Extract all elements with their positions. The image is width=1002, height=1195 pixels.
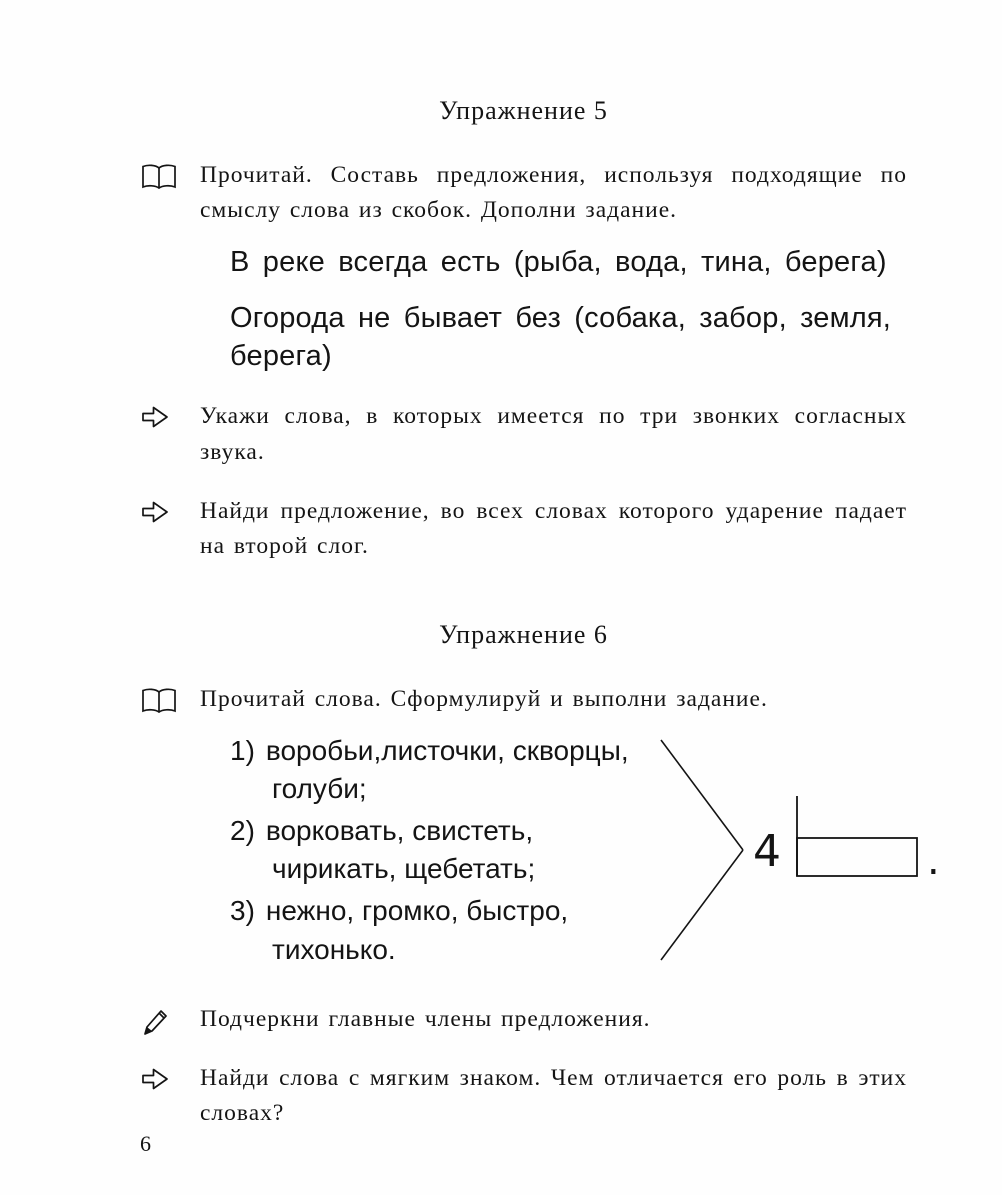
exercise5-instruction-row (140, 158, 907, 229)
list-marker: 2) (230, 814, 255, 846)
exercise6-body (230, 732, 940, 972)
answer-box (797, 838, 917, 876)
task-text: Найди предложение, во всех словах которого ударение падает на второй слог. (200, 497, 907, 560)
diagram-number: 4 (753, 825, 781, 877)
converging-line-top (661, 740, 743, 850)
exercise5-sentences (230, 243, 910, 376)
exercise-sentence: Огорода не бывает без (собака, забор, земля, берега) (230, 301, 892, 373)
exercise-sentence: В реке всегда есть (рыба, вода, тина, берега) (230, 245, 887, 278)
right-arrow-icon (140, 1061, 200, 1132)
exercise5-title: Упражнение 5 (439, 96, 608, 125)
exercise6-instruction-row (140, 682, 907, 717)
list-item-text: ворковать, свистеть, чирикать, щебетать; (265, 814, 536, 885)
list-item (230, 892, 660, 969)
exercise6-instruction: Прочитай слова. Сформулируй и выполни задание. (200, 686, 768, 713)
exercise6-task-row (140, 1002, 907, 1037)
open-book-icon (140, 158, 200, 229)
list-item-text: нежно, громко, быстро, тихонько. (265, 895, 569, 965)
list-item (230, 812, 660, 889)
list-marker: 3) (230, 895, 255, 927)
task-text: Подчеркни главные члены предложения. (200, 1005, 651, 1032)
list-marker: 1) (230, 734, 255, 766)
task-text: Укажи слова, в которых имеется по три звонких согласных звука. (200, 403, 907, 465)
diagram-period: . (927, 837, 940, 884)
list-item (230, 732, 660, 809)
exercise6-title: Упражнение 6 (439, 620, 608, 650)
right-arrow-icon (140, 494, 200, 565)
right-arrow-icon (140, 399, 200, 470)
list-item-text: воробьи,листочки, скворцы, голуби; (265, 734, 629, 805)
word-list (230, 732, 660, 970)
page-number: 6 (140, 1131, 151, 1156)
open-book-icon (140, 682, 200, 717)
exercise5-instruction: Прочитай. Составь предложения, используя подходящие по смыслу слова из скобок. Дополни задание. (200, 162, 907, 224)
exercise6-task-row (140, 1061, 907, 1132)
exercise5-task-row (140, 399, 907, 470)
task-text: Найди слова с мягким знаком. Чем отличается его роль в этих словах? (200, 1064, 907, 1127)
pencil-icon (140, 1002, 200, 1037)
sentence-scheme-diagram (655, 734, 955, 966)
exercise5-task-row (140, 494, 907, 565)
converging-line-bottom (661, 850, 743, 960)
